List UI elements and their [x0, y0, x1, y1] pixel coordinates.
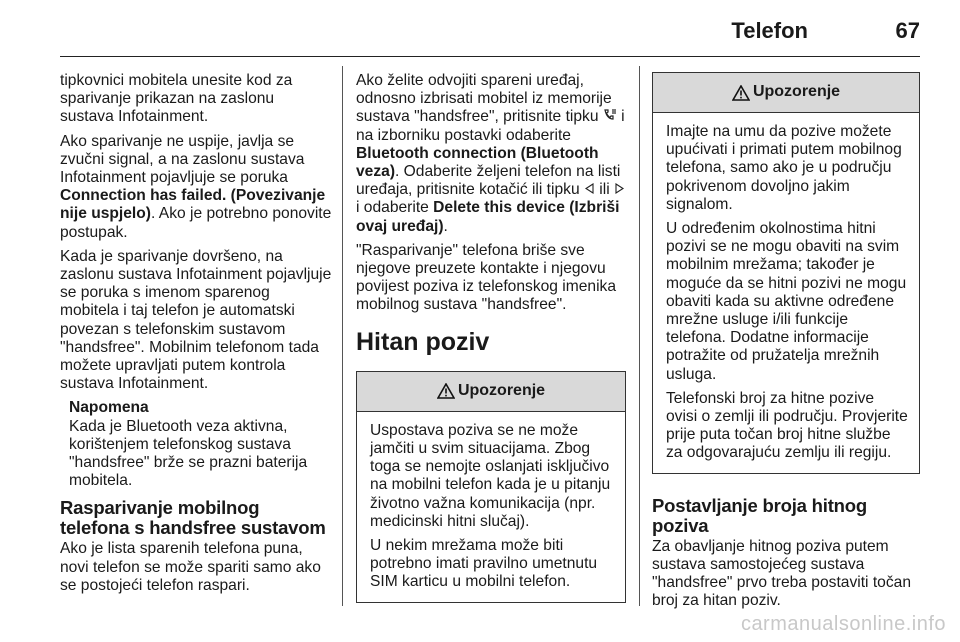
warning-box	[356, 371, 626, 603]
warning-text: U nekim mrežama može biti potrebno imati pravilno umetnutu SIM karticu u mobilni telefon.	[370, 537, 598, 591]
note	[60, 399, 332, 490]
paragraph: Ako je lista sparenih telefona puna, novi telefon se može spariti samo ako se postojeći telefon raspari.	[60, 540, 321, 594]
column-divider	[342, 66, 343, 606]
paragraph: Za obavljanje hitnog poziva putem sustava samostojećeg sustava "handsfree" prvo treba postaviti točan broj za hitan poziv.	[652, 537, 911, 610]
menu-item-text: Bluetooth connection (Bluetooth veza)	[356, 144, 599, 181]
warning-body	[653, 113, 919, 473]
warning-title: Upozorenje	[752, 83, 841, 101]
subheading: Postavljanje broja hitnog poziva	[652, 494, 867, 536]
warning-text: Telefonski broj za hitne pozive ovisi o zemlji ili području. Provjerite prije puta točan broj hitne službe za odgovarajuću zemlju ili regiju.	[666, 389, 908, 462]
warning-triangle-icon	[437, 383, 455, 399]
menu-item-text: Delete this device (Izbriši ovaj uređaj)	[356, 199, 620, 235]
phone-settings-icon	[603, 109, 617, 124]
message-text: Connection has failed. (Povezivanje nije uspjelo)	[60, 187, 326, 223]
paragraph	[60, 133, 332, 242]
subheading: Rasparivanje mobilnog telefona s handsfree sustavom	[60, 497, 326, 539]
text: . Ako je potrebno ponovite postupak.	[60, 205, 332, 241]
column-1	[60, 72, 332, 601]
note-text: Kada je Bluetooth veza aktivna, korištenjem telefonskog sustava "handsfree" brže se prazni baterija mobitela.	[69, 417, 308, 490]
right-arrow-icon	[614, 181, 625, 198]
note-title: Napomena	[69, 399, 149, 417]
text: . Odaberite željeni telefon na listi uređaja, pritisnite kotačić ili tipku	[356, 163, 621, 199]
text: i odaberite	[356, 199, 434, 217]
page-header	[60, 18, 920, 48]
warning-triangle-icon	[732, 85, 750, 101]
text: ili	[594, 181, 615, 199]
warning-body	[357, 412, 625, 602]
page-title: Telefon	[731, 18, 808, 43]
left-arrow-icon	[584, 181, 595, 198]
page-number: 67	[895, 18, 920, 43]
paragraph: tipkovnici mobitela unesite kod za sparivanje prikazan na zaslonu sustava Infotainment.	[60, 72, 293, 126]
section-title: Hitan poziv	[356, 327, 490, 356]
warning-title: Upozorenje	[457, 382, 546, 400]
text: Ako želite odvojiti spareni uređaj, odnosno izbrisati mobitel iz memorije sustava "handsfree", pritisnite tipku	[356, 72, 612, 126]
paragraph	[356, 72, 626, 236]
warning-text: U određenim okolnostima hitni pozivi se ne mogu obaviti na svim mobilnim mrežama; također je moguće da se hitni pozivi ne mogu obaviti kada su aktivne određene mrežne usluge i/ili funkcije telefona. Dodatne informacije potražite od pružatelja mrežnih usluga.	[666, 220, 907, 383]
text: .	[443, 217, 448, 235]
text: i na izborniku postavki odaberite	[356, 108, 625, 144]
paragraph: "Rasparivanje" telefona briše sve njegove preuzete kontakte i njegovu povijest poziva iz telefonskog imenika mobilnog sustava "handsfree".	[356, 241, 617, 314]
column-divider	[639, 66, 640, 606]
column-2	[356, 72, 626, 603]
header-rule	[60, 56, 920, 57]
text: Ako sparivanje ne uspije, javlja se zvučni signal, a na zaslonu sustava Infotainment pojavljuje se poruka	[60, 132, 305, 187]
watermark: carmanualsonline.info	[740, 613, 946, 635]
column-3	[652, 72, 920, 616]
paragraph: Kada je sparivanje dovršeno, na zaslonu sustava Infotainment pojavljuje se poruka s imenom sparenog mobitela i taj telefon je automatski povezan s telefonskim sustavom "handsfree". Mobilnim telefonom tada možete upravljati putem kontrola sustava Infotainment.	[60, 247, 332, 393]
warning-header	[653, 73, 919, 113]
warning-text: Uspostava poziva se ne može jamčiti u svim situacijama. Zbog toga se nemojte oslanjati isključivo na mobilni telefon kada je u pitanju životno važna komunikacija (npr. medicinski hitni slučaj).	[370, 421, 611, 530]
warning-header	[357, 372, 625, 412]
warning-text: Imajte na umu da pozive možete upućivati i primati putem mobilnog telefona, samo ako je u području pokrivenom dovoljno jakim signalom.	[666, 123, 902, 213]
warning-box	[652, 72, 920, 474]
